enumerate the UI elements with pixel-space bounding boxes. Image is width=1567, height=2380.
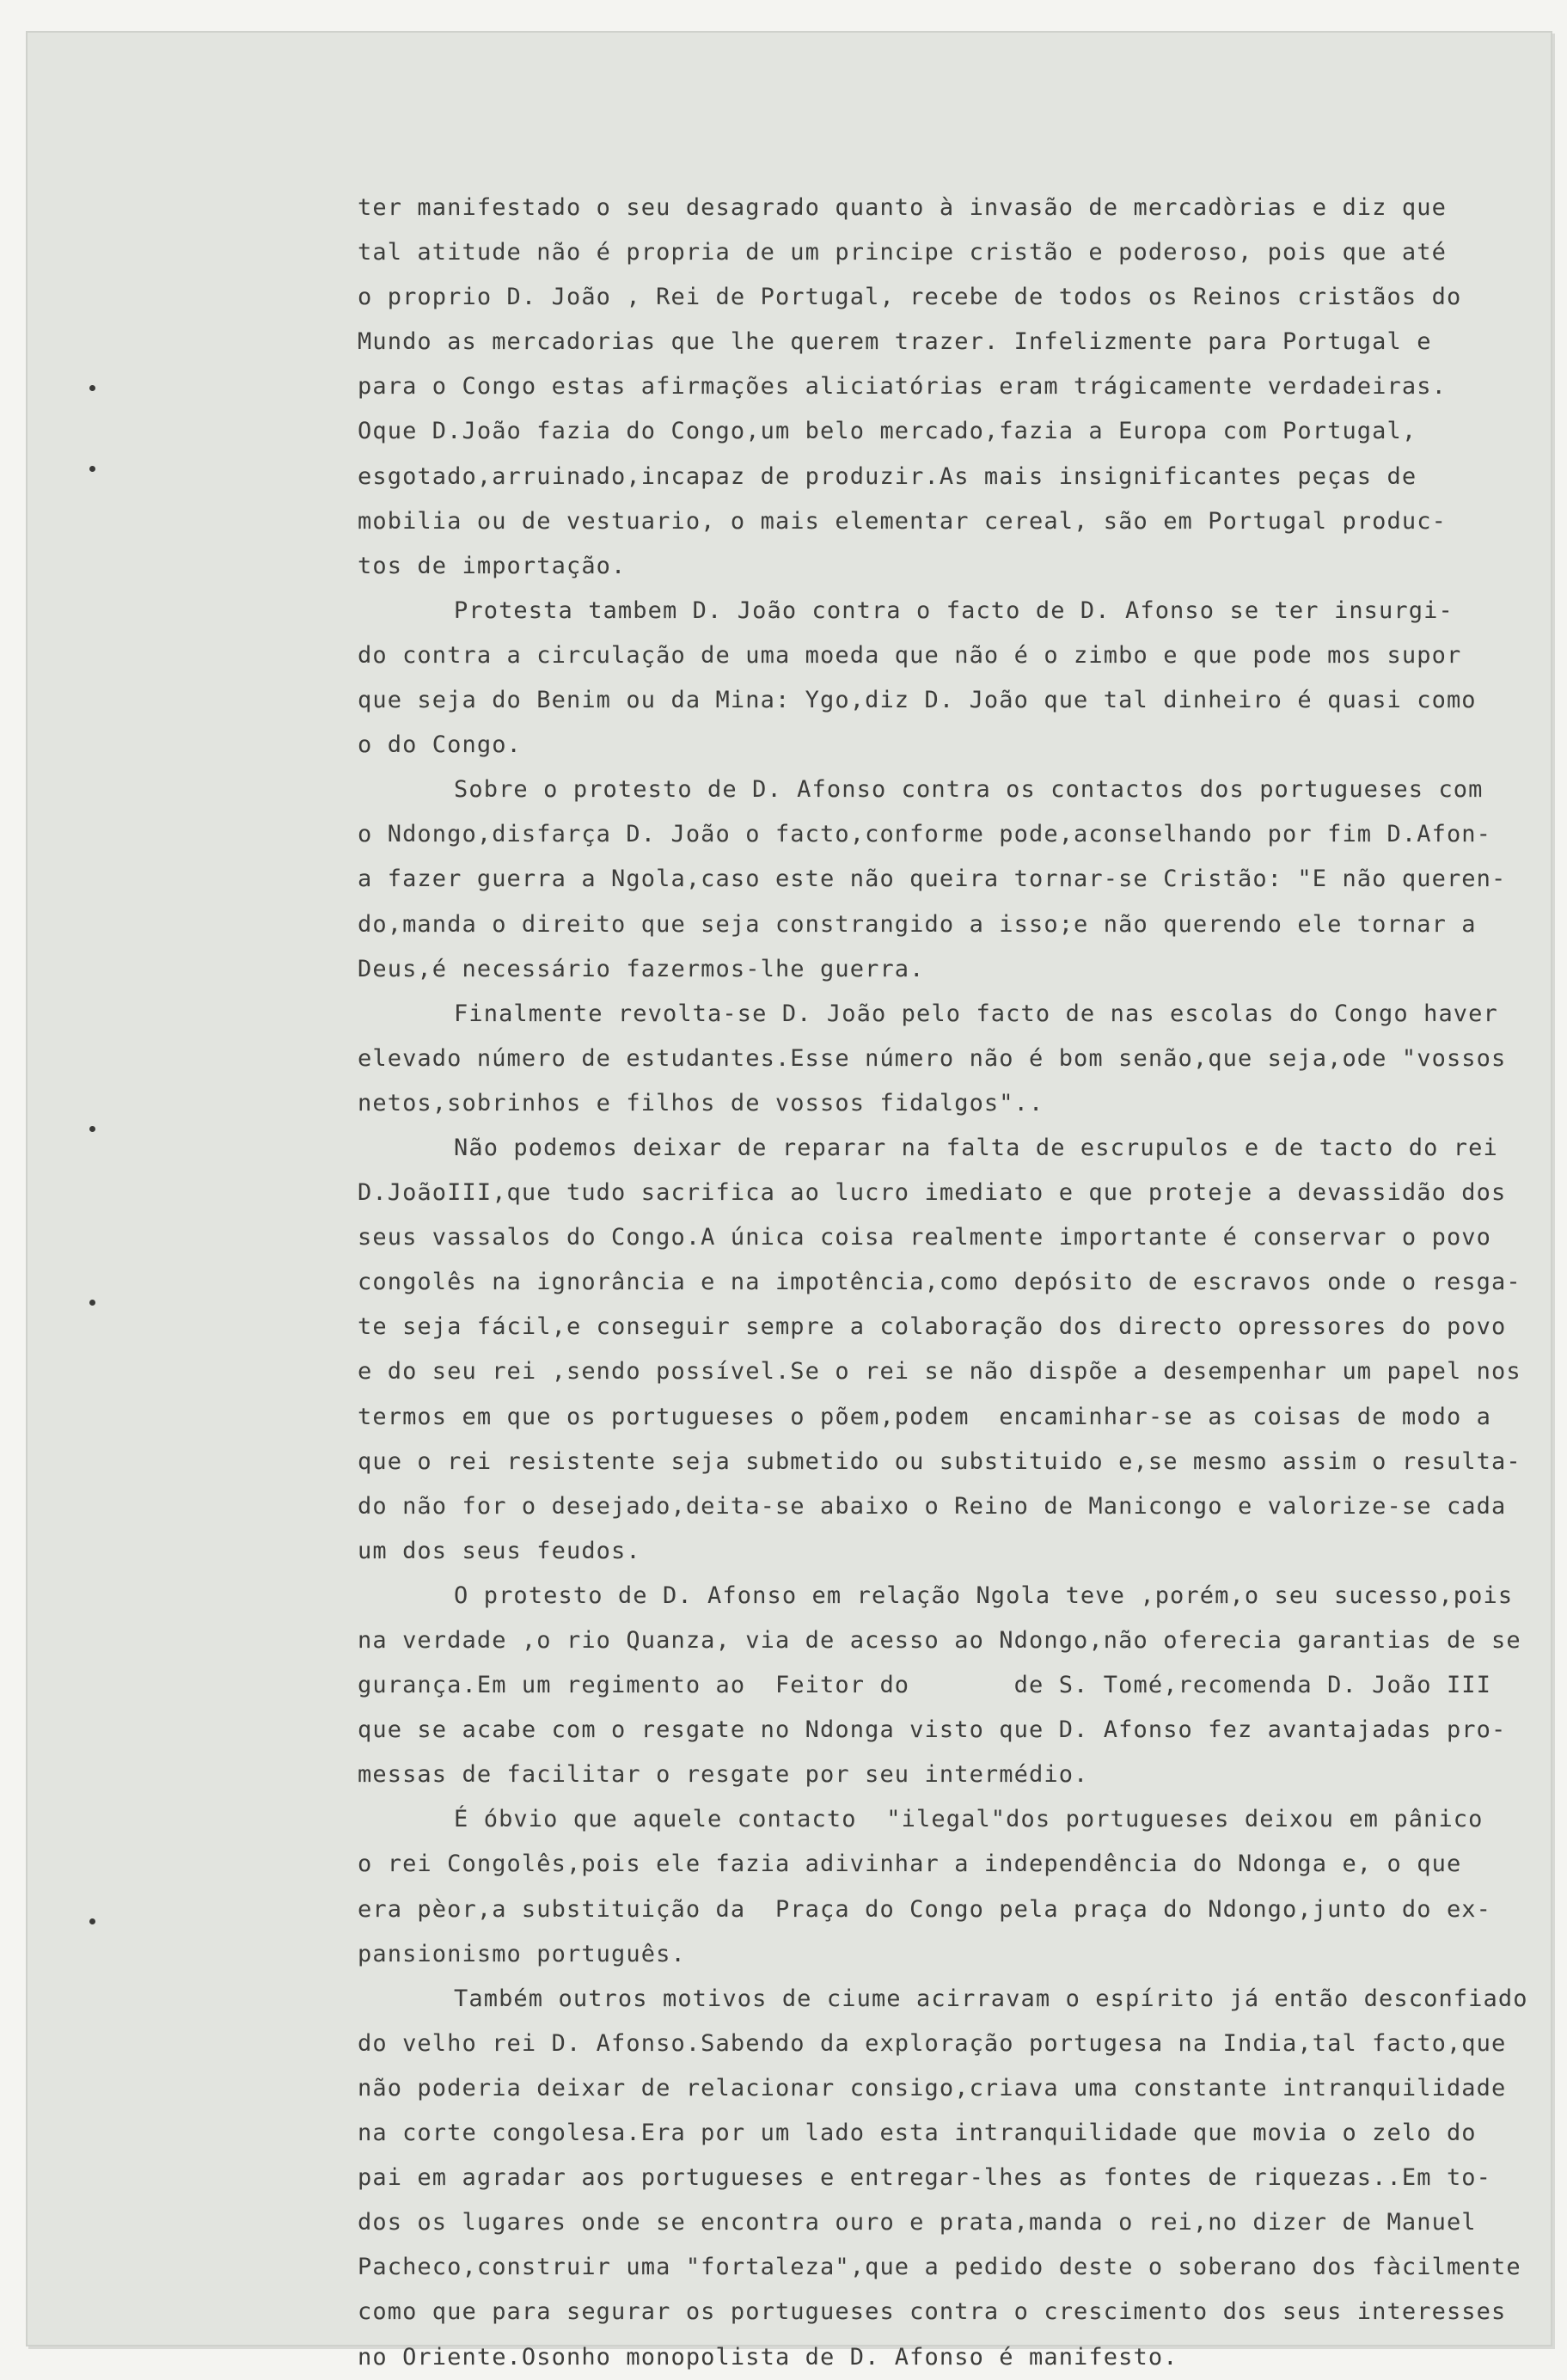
paragraph (358, 589, 1544, 768)
text-line: era pèor,a substituição da Praça do Congo pela praça do Ndongo,junto do ex- (358, 1895, 1492, 1923)
text-line: seus vassalos do Congo.A única coisa realmente importante é conservar o povo (358, 1224, 1492, 1251)
binder-hole-mark (89, 1126, 95, 1132)
typewritten-page (26, 31, 1552, 2371)
text-line: Não podemos deixar de reparar na falta de escrupulos e de tacto do rei (454, 1134, 1498, 1161)
text-line: e do seu rei ,sendo possível.Se o rei se não dispõe a desempenhar um papel nos (358, 1358, 1521, 1386)
text-line: um dos seus feudos. (358, 1537, 641, 1564)
text-line: mobilia ou de vestuario, o mais elementar cereal, são em Portugal produc- (358, 507, 1447, 535)
text-line: elevado número de estudantes.Esse número não é bom senão,que seja,ode "vossos (358, 1044, 1507, 1072)
text-line: É óbvio que aquele contacto "ilegal"dos portugueses deixou em pânico (454, 1806, 1484, 1833)
text-line: ter manifestado o seu desagrado quanto à invasão de mercadòrias e diz que (358, 194, 1447, 221)
text-line: o rei Congolês,pois ele fazia adivinhar a independência do Ndonga e, o que (358, 1851, 1462, 1878)
text-line: o do Congo. (358, 731, 522, 759)
text-line: te seja fácil,e conseguir sempre a colaboração dos directo opressores do povo (358, 1313, 1507, 1341)
paragraph (358, 186, 1544, 589)
text-line: netos,sobrinhos e filhos de vossos fidalgos".. (358, 1089, 1044, 1117)
paragraph (358, 768, 1544, 991)
text-line: congolês na ignorância e na impotência,como depósito de escravos onde o resga- (358, 1269, 1521, 1296)
text-line: que seja do Benim ou da Mina: Ygo,diz D. João que tal dinheiro é quasi como (358, 687, 1477, 714)
text-line: pai em agradar aos portugueses e entregar-lhes as fontes de riquezas..Em to- (358, 2164, 1492, 2192)
paragraph (358, 1977, 1544, 2380)
text-line: pansionismo português. (358, 1940, 686, 1967)
text-line: messas de facilitar o resgate por seu intermédio. (358, 1761, 1089, 1789)
text-line: a fazer guerra a Ngola,caso este não queira tornar-se Cristão: "E não queren- (358, 866, 1507, 893)
text-line: do não for o desejado,deita-se abaixo o Reino de Manicongo e valorize-se cada (358, 1492, 1507, 1520)
text-line: do,manda o direito que seja constrangido a isso;e não querendo ele tornar a (358, 910, 1477, 938)
text-line: Mundo as mercadorias que lhe querem trazer. Infelizmente para Portugal e (358, 328, 1432, 356)
paragraph (358, 1126, 1544, 1574)
text-line: Pacheco,construir uma "fortaleza",que a pedido deste o soberano dos fàcilmente (358, 2254, 1521, 2281)
text-line: tos de importação. (358, 552, 627, 579)
text-line: para o Congo estas afirmações aliciatórias eram trágicamente verdadeiras. (358, 373, 1447, 401)
text-line: tal atitude não é propria de um principe cristão e poderoso, pois que até (358, 239, 1447, 266)
text-line: termos em que os portugueses o põem,podem encaminhar-se as coisas de modo a (358, 1403, 1492, 1430)
text-line: Oque D.João fazia do Congo,um belo mercado,fazia a Europa com Portugal, (358, 418, 1417, 445)
text-line: Também outros motivos de ciume acirravam o espírito já então desconfiado (454, 1985, 1528, 2012)
text-line: do contra a circulação de uma moeda que não é o zimbo e que pode mos supor (358, 641, 1462, 669)
text-line: como que para segurar os portugueses contra o crescimento dos seus interesses (358, 2298, 1507, 2326)
text-line: o proprio D. João , Rei de Portugal, recebe de todos os Reinos cristãos do (358, 284, 1462, 311)
text-line: na verdade ,o rio Quanza, via de acesso ao Ndongo,não oferecia garantias de se (358, 1627, 1521, 1654)
paragraph (358, 992, 1544, 1126)
text-line: dos os lugares onde se encontra ouro e prata,manda o rei,no dizer de Manuel (358, 2209, 1477, 2236)
text-line: que o rei resistente seja submetido ou substituido e,se mesmo assim o resulta- (358, 1447, 1521, 1475)
text-line: Protesta tambem D. João contra o facto de D. Afonso se ter insurgi- (454, 597, 1454, 624)
text-line: Sobre o protesto de D. Afonso contra os contactos dos portugueses com (454, 776, 1484, 804)
text-line: do velho rei D. Afonso.Sabendo da exploração portugesa na India,tal facto,que (358, 2029, 1507, 2057)
binder-hole-mark (89, 1918, 95, 1924)
binder-hole-mark (89, 385, 95, 391)
binder-hole-mark (89, 1300, 95, 1306)
binder-hole-mark (89, 466, 95, 472)
text-line: Finalmente revolta-se D. João pelo facto de nas escolas do Congo haver (454, 1000, 1498, 1027)
paragraph (358, 1797, 1544, 1976)
text-line: D.JoãoIII,que tudo sacrifica ao lucro imediato e que proteje a devassidão dos (358, 1179, 1507, 1207)
text-line: o Ndongo,disfarça D. João o facto,conforme pode,aconselhando por fim D.Afon- (358, 821, 1492, 848)
text-line: esgotado,arruinado,incapaz de produzir.As mais insignificantes peças de (358, 462, 1417, 490)
body-text (358, 186, 1544, 2380)
text-line: Deus,é necessário fazermos-lhe guerra. (358, 955, 925, 982)
text-line: não poderia deixar de relacionar consigo,criava uma constante intranquilidade (358, 2074, 1507, 2102)
text-line: O protesto de D. Afonso em relação Ngola teve ,porém,o seu sucesso,pois (454, 1582, 1514, 1609)
text-line: que se acabe com o resgate no Ndonga visto que D. Afonso fez avantajadas pro- (358, 1716, 1507, 1744)
text-line: no Oriente.Osonho monopolista de D. Afonso é manifesto. (358, 2343, 1178, 2371)
text-line: na corte congolesa.Era por um lado esta intranquilidade que movia o zelo do (358, 2120, 1477, 2147)
paragraph (358, 1574, 1544, 1797)
text-line: gurança.Em um regimento ao Feitor do de S. Tomé,recomenda D. João III (358, 1672, 1492, 1699)
